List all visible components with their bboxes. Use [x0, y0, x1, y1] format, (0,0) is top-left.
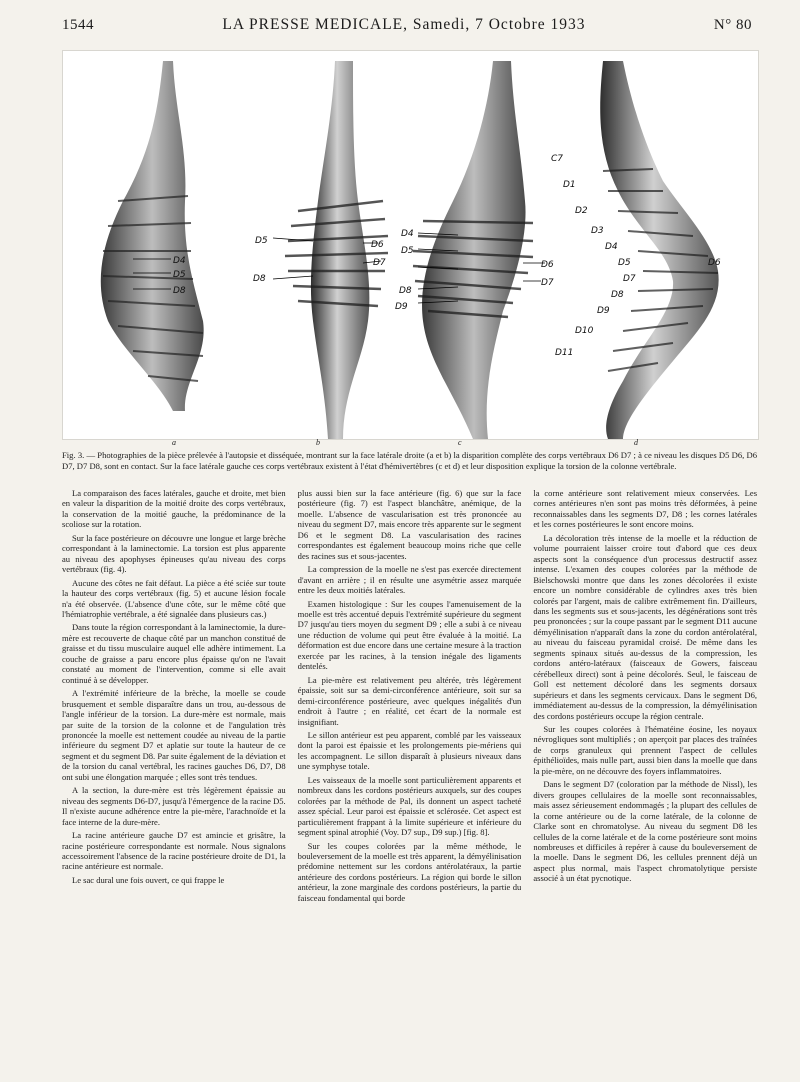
label-c-5: D8: [399, 286, 412, 296]
article-columns: [62, 488, 757, 1068]
figure-photographs: [62, 50, 759, 440]
panel-letter-a: a: [172, 438, 176, 447]
figure-caption: Fig. 3. — Photographies de la pièce prélevée à l'autopsie et disséquée, montrant sur la face latérale droite (a et b) la disparition complète des corps vertébraux D6 D7 ; à ce niveau les disques D5 D6, D6 D7, D7 D8, sont en contact. Sur la face latérale gauche ces corps vertébraux existent à l'état d'hémivertèbres (c et d) et leur disposition explique la torsion de la colonne vertébrale.: [62, 450, 757, 471]
label-a-1: D4: [173, 256, 186, 266]
paragraph: La pie-mère est relativement peu altérée, très légèrement épaissie, soit sur sa demi-circonférence antérieure, soit sur sa demi-circonférence postérieure, avec quelques inégalités d'un endroit à l'autre ; en réalité, cet écart de la normale est insignifiant.: [297, 674, 522, 727]
label-b-4: D8: [253, 274, 266, 284]
paragraph: la corne antérieure sont relativement mieux conservées. Les cornes antérieures n'en sont pas moins très déformées, à peine reconnaissables dans les segments D7, D8 ; les cornes latérales et les cornes postérieures le sont encore moins.: [533, 488, 758, 530]
spine-photo-d: [551, 61, 721, 439]
paragraph: Sur les coupes colorées par la même méthode, le bouleversement de la moelle est très apparent, la démyélinisation prédomine nettement sur les cordons antérolatéraux, la partie antérieure des cordons postérieurs. La région qui borde le sillon antérieur, la zone marginale des cordons postérieurs, la partie du faisceau fondamental qui borde: [297, 840, 522, 903]
label-d-4: D3: [591, 226, 604, 236]
panel-letter-d: d: [634, 438, 638, 447]
label-d-8: D7: [623, 274, 636, 284]
paragraph: Examen histologique : Sur les coupes l'amenuisement de la moelle est très accentué depuis l'extrémité supérieure du segment D7 jusqu'au tiers moyen du segment D9 ; elle a subi à ce niveau une réduction de volume qui peut être évaluée à la moitié. La déformation est due encore dans une certaine mesure à la traction exercée par les racines, à la tension inégale des ligaments dentelés.: [297, 598, 522, 672]
paragraph: A l'extrémité inférieure de la brèche, la moelle se coude brusquement et semble disparaître dans un trou, au-dessous de l'angle inférieur de la torsion. La dure-mère est normale, mais par suite de la torsion de la colonne et de l'angulation très prononcée la moelle est nettement coudée au niveau de la partie inférieure du segment D7 et aplatie sur toute la hauteur de ce segment et du segment D8. Par suite également de la déviation et de la torsion du canal vertébral, les racines gauches D6, D7, D8 ont subi une élongation marquée ; elles sont très tendues.: [62, 688, 286, 782]
label-c-6: D9: [395, 302, 408, 312]
column-3: [533, 488, 757, 1068]
label-b-1: D5: [255, 236, 268, 246]
label-d-12: D11: [555, 348, 574, 358]
label-d-10: D9: [597, 306, 610, 316]
paragraph: plus aussi bien sur la face antérieure (fig. 6) que sur la face postérieure (fig. 7) est l'aspect blanchâtre, anémique, de la moelle. L'absence de vascularisation est très prononcée au niveau du segment D7, mais encore très apparente sur le segment D6 et le segment D8. La vascularisation des racines correspondantes est également beaucoup moins riche que celle des racines sus et sous-jacentes.: [297, 488, 522, 561]
paragraph: La compression de la moelle ne s'est pas exercée directement d'avant en arrière ; il en résulte une asymétrie assez marquée entre les deux moitiés latérales.: [297, 564, 522, 596]
paragraph: La racine antérieure gauche D7 est amincie et grisâtre, la racine postérieure correspondante est normale. Nous signalons accessoirement l'absence de la racine postérieure droite de D1, la racine antérieure est normale.: [62, 830, 286, 872]
spine-photo-c: [395, 61, 554, 439]
paragraph: Le sac dural une fois ouvert, ce qui frappe le: [72, 874, 225, 885]
label-c-1: D4: [401, 229, 414, 239]
spine-photo-b: [253, 61, 388, 439]
column-2: [298, 488, 522, 1068]
paragraph: A la section, la dure-mère est très légèrement épaissie au niveau des segments D6-D7, jusqu'à l'émergence de la racine D5. Il n'existe aucune adhérence entre la pie-mère, l'arachnoïde et la face interne de la dure-mère.: [62, 785, 286, 827]
journal-title: LA PRESSE MEDICALE, Samedi, 7 Octobre 1933: [222, 16, 586, 33]
label-d-1: C7: [551, 154, 564, 164]
label-a-2: D5: [173, 270, 186, 280]
label-d-9: D8: [611, 290, 624, 300]
panel-letter-c: c: [458, 438, 462, 447]
paragraph: Sur les coupes colorées à l'hématéine éosine, les noyaux névrogliques sont multipliés ; on aperçoit par places des traînées de corps granuleux qui prennent l'aspect de cellules épithélioïdes, mais nulle part, aussi bien dans la moelle que dans la pie-mère, on ne découvre des foyers inflammatoires.: [533, 723, 758, 776]
paragraph: Le sillon antérieur est peu apparent, comblé par les vaisseaux dont la paroi est épaissie et les prolongements pie-mériens qui les accompagnent. Le sillon disparaît à plusieurs niveaux dans une symphyse totale.: [297, 729, 522, 772]
label-b-2: D6: [371, 240, 384, 250]
paragraph: Dans le segment D7 (coloration par la méthode de Nissl), les divers groupes cellulaires de la moelle sont reconnaissables, mais assez sérieusement endommagés ; la plupart des cellules de la corne antérieure ou de la corne latérale, de la colonne de Clarke sont en chromatolyse. Au niveau du segment D8 les cellules de la corne latérale et de la corne postérieure sont moins nombreuses et difficiles à repérer à cause du bouleversement de la moelle. Dans le segment D6, les cellules prennent déjà un aspect plus normal, mais l'aspect chromatolytique persiste associé à un état pycnotique.: [533, 779, 758, 884]
label-a-3: D8: [173, 286, 186, 296]
page-header: [62, 16, 752, 44]
spine-photo-a: [101, 61, 204, 411]
label-c-4: D7: [541, 278, 554, 288]
panel-letter-b: b: [316, 438, 320, 447]
label-d-3: D2: [575, 206, 588, 216]
paragraph: Les vaisseaux de la moelle sont particulièrement apparents et nombreux dans les cordons postérieurs auxquels, sur des coupes colorées par la méthode de Pal, ils donnent un aspect tacheté assez spécial. Leur paroi est épaissie et sclérosée. Cet aspect est particulièrement frappant à la limite supérieure et inférieure du segment spinal atrophié (Voy. D7 sup., D9 sup.) [fig. 8].: [297, 774, 522, 838]
paragraph: Sur la face postérieure on découvre une longue et large brèche correspondant à la laminectomie. La torsion est plus apparente au niveau des apophyses épineuses qu'au niveau des corps vertébraux (fig. 4).: [62, 532, 286, 575]
spine-photos-svg: [63, 51, 758, 439]
label-c-3: D6: [541, 260, 554, 270]
label-d-7: D6: [708, 258, 721, 268]
issue-number: N° 80: [713, 17, 752, 33]
label-d-11: D10: [575, 326, 594, 336]
paragraph: La décoloration très intense de la moelle et la réduction de volume pourraient laisser croire tout d'abord que ces deux aspects sont la conséquence d'un processus destructif assez intense. L'examen des coupes colorées par la méthode de Bielschowski montre que dans les zones décolorées il existe encore un nombre considérable de cylindres axes très bien colorés par l'argent, mais de calibre extrêmement fin. D'ailleurs, dans les segments sus et sous-jacents, les dégénérations sont très peu prononcées ; sur la coupe passant par le segment D11 aucune démyélinisation n'apparaît dans la zone du cordon antérolatéral, au niveau du faisceau pyramidal croisé. De même dans les segments spinaux situés au-dessus de la compression, les cordons antéro-latéraux (faisceaux de Gowers, faisceau cérébelleux direct) sont à peine décolorés. Seul, le faisceau de Goll est nettement décoloré dans les segments dorsaux supérieurs et dans les segments cervicaux. Dans le segment D6, immédiatement au-dessus de la compression, la démyélinisation des cordons postérieurs occupe la région centrale.: [533, 532, 758, 721]
label-d-2: D1: [563, 180, 576, 190]
label-b-3: D7: [373, 258, 386, 268]
page-number: 1544: [62, 17, 94, 33]
paragraph: Dans toute la région correspondant à la laminectomie, la dure-mère est recouverte de chaque côté par un manchon constitué de graisse et du tissu musculaire auquel elle adhère intimement. La couche de graisse a paru encore plus épaisse qu'on ne l'avait constaté au moment de l'intervention, comme si elle avait continué à se développer.: [62, 622, 286, 685]
paragraph: Aucune des côtes ne fait défaut. La pièce a été sciée sur toute la hauteur des corps vertébraux (fig. 5) et aucune lésion focale n'a été observée. (L'absence d'une côte, sur le même côté que l'hémiatrophie vertébrale, a été signalée dans plusieurs cas.): [62, 577, 286, 619]
paragraph: La comparaison des faces latérales, gauche et droite, met bien en valeur la disparition de la moitié droite des corps vertébraux, la conservation de la moitié gauche, la prédominance de la scoliose sur la rotation.: [62, 488, 286, 530]
column-1: [62, 488, 286, 1068]
label-d-5: D4: [605, 242, 618, 252]
label-c-2: D5: [401, 246, 414, 256]
label-d-6: D5: [618, 258, 631, 268]
